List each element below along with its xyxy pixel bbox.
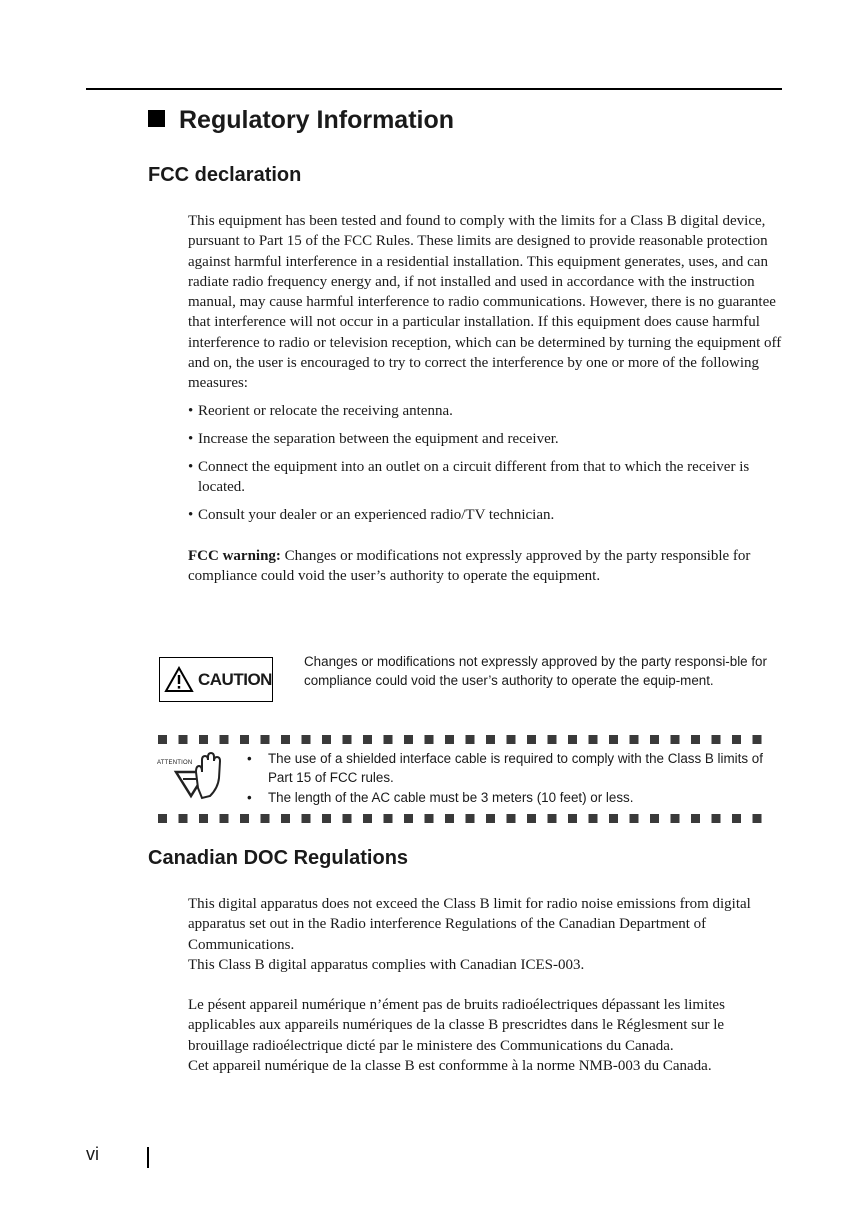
list-item: • The length of the AC cable must be 3 meters (10 feet) or less. xyxy=(247,788,767,807)
header-rule xyxy=(86,88,782,90)
section-title-text: Regulatory Information xyxy=(179,106,455,134)
attention-top-divider xyxy=(158,735,770,744)
fcc-warning xyxy=(188,546,784,587)
caution-badge xyxy=(159,657,273,702)
canada-french-line: Cet appareil numérique de la classe B est conformme à la norme NMB-003 du Canada. xyxy=(188,1058,712,1075)
bullet-icon: • xyxy=(247,751,252,766)
fcc-warning-label: FCC warning: xyxy=(188,548,281,565)
fcc-body xyxy=(188,211,784,587)
attention-label: ATTENTION xyxy=(157,760,193,766)
page-number: vi xyxy=(86,1144,99,1164)
bullet-icon: • xyxy=(188,506,194,523)
fcc-warning-text: Changes or modifications not expressly approved by the party responsible for compliance could void the user’s authority to operate the equipment. xyxy=(188,548,751,585)
caution-label: CAUTION xyxy=(198,670,272,689)
list-item: • Consult your dealer or an experienced radio/TV technician. xyxy=(188,505,784,525)
square-bullet-icon xyxy=(148,110,165,127)
bullet-icon: • xyxy=(188,458,194,475)
list-item: • Reorient or relocate the receiving antenna. xyxy=(188,401,784,421)
warning-triangle-icon xyxy=(164,666,194,693)
list-item: • Increase the separation between the equipment and receiver. xyxy=(188,429,784,449)
canada-body xyxy=(188,894,784,1076)
page-number-bar xyxy=(147,1147,149,1168)
list-item: • Connect the equipment into an outlet on a circuit different from that to which the receiver is located. xyxy=(188,457,784,498)
fcc-paragraph: This equipment has been tested and found to comply with the limits for a Class B digital device, pursuant to Part 15 of the FCC Rules. These limits are designed to provide reasonable protection against harmful interference in a residential installation. This equipment generates, uses, and can radiate radio frequency energy and, if not installed and used in accordance with the instruction manual, may cause harmful interference to radio communications. However, there is no guarantee that interference will not occur in a particular installation. If this equipment does cause harmful interference to radio or television reception, which can be determined by turning the equipment off and on, the user is encouraged to try to correct the interference by one or more of the following measures: xyxy=(188,213,782,392)
canada-english-line: This Class B digital apparatus complies with Canadian ICES-003. xyxy=(188,956,585,973)
bullet-icon: • xyxy=(247,789,252,805)
bullet-icon: • xyxy=(188,430,194,447)
canada-french-paragraph: Le pésent appareil numérique n’ément pas de bruits radioélectriques dépassant les limites applicables aux appareils numériques de la classe B prescridtes dans le Réglesment sur le brouillage radioélectrique dicté par le ministere des Communications du Canada. xyxy=(188,997,725,1054)
list-item: • The use of a shielded interface cable is required to comply with the Class B limits of Part 15 of FCC rules. xyxy=(247,749,767,788)
canada-english-paragraph: This digital apparatus does not exceed the Class B limit for radio noise emissions from digital apparatus set out in the Radio interference Regulations of the Canadian Department of Communications. xyxy=(188,896,751,953)
bullet-icon: • xyxy=(188,403,194,420)
caution-text: Changes or modifications not expressly approved by the party responsi-ble for compliance could void the user’s authority to operate the equip-ment. xyxy=(304,654,767,689)
section-title xyxy=(148,106,454,135)
fcc-heading: FCC declaration xyxy=(148,164,302,186)
attention-list xyxy=(247,749,767,807)
canada-heading: Canadian DOC Regulations xyxy=(148,847,409,869)
attention-bottom-divider xyxy=(158,814,770,823)
